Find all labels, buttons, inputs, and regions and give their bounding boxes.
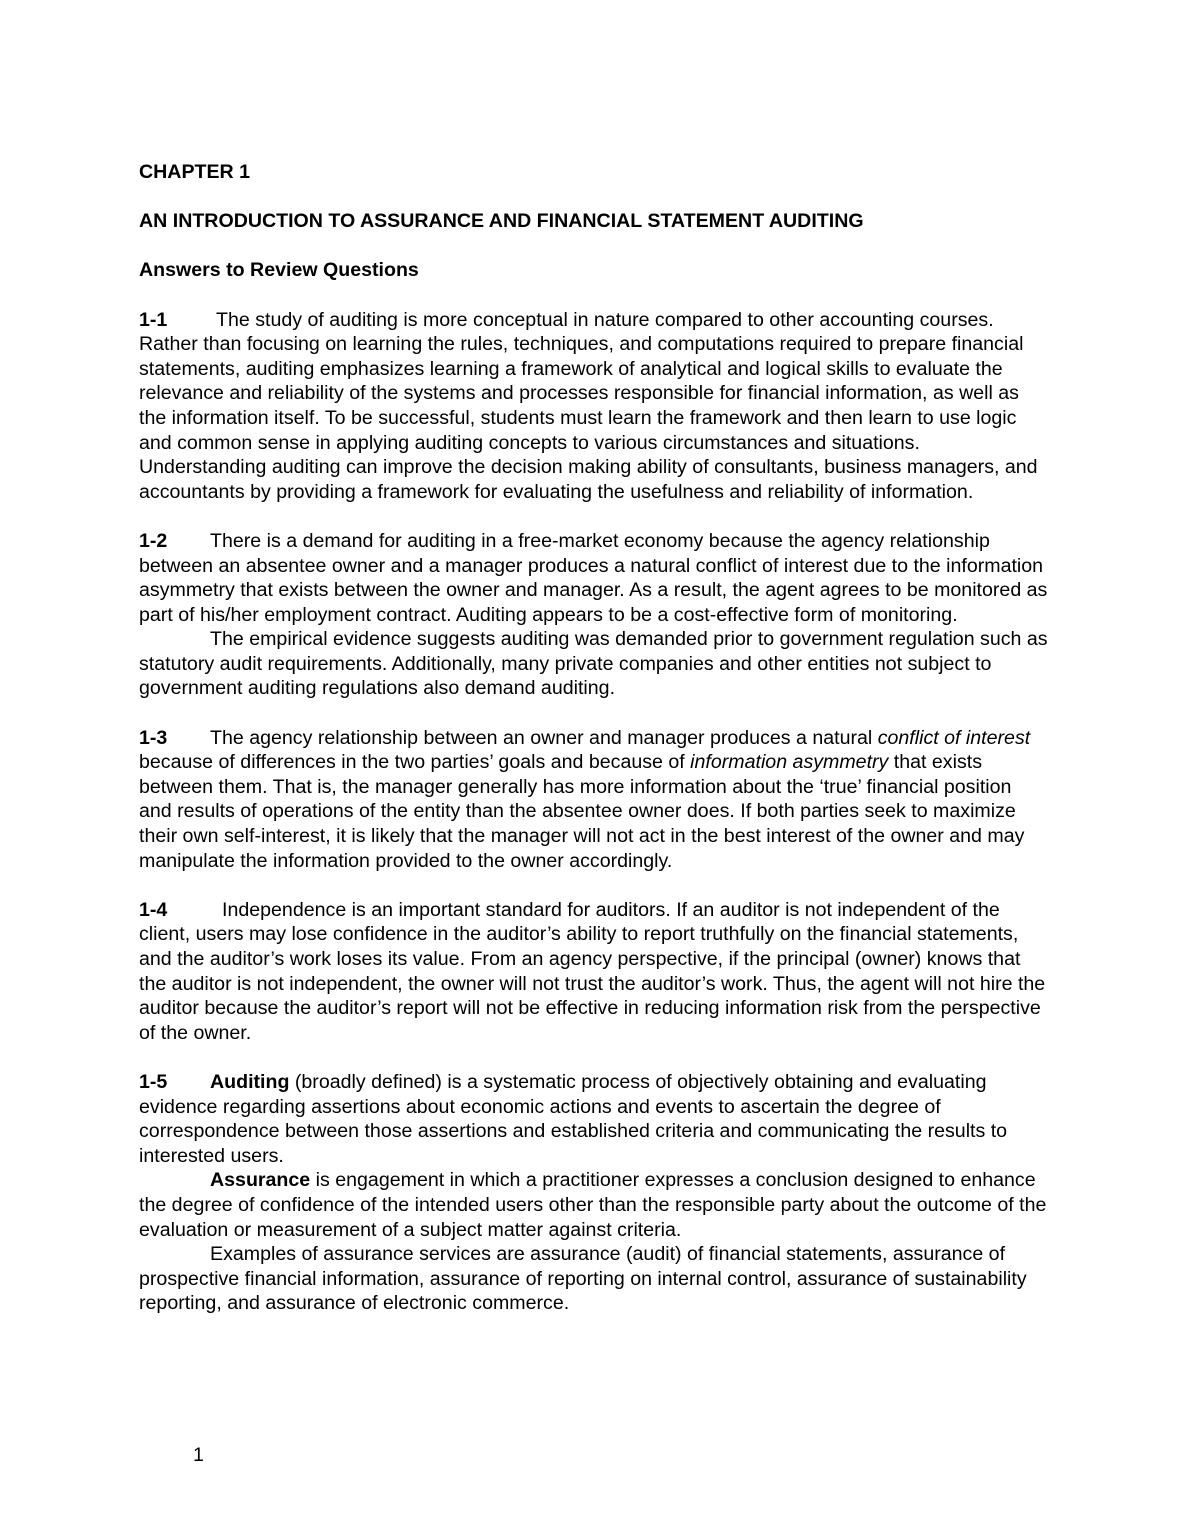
bold-term: Assurance <box>210 1169 311 1192</box>
page-number: 1 <box>193 1444 204 1466</box>
question-1-3 <box>139 726 1049 874</box>
answer-text: is engagement in which a practitioner expresses a conclusion designed to enhance the degree of confidence of the intended users other than the responsible party about the outcome of the evaluation or measurement of a subject matter against criteria. <box>139 1169 1047 1241</box>
answer-text: (broadly defined) is a systematic process of objectively obtaining and evaluating evidence regarding assertions about economic actions and events to ascertain the degree of correspondence between those assertions and established criteria and communicating the results to interested users. <box>139 1070 1008 1167</box>
answer-text: that exists between them. That is, the manager generally has more information about the ‘true’ financial position and results of operations of the entity than the absentee owner does. If both parties seek to maximize their own self-interest, it is likely that the manager will not act in the best interest of the owner and may manipulate the information provided to the owner accordingly. <box>139 751 1025 872</box>
italic-term: information asymmetry <box>690 751 889 774</box>
answer-paragraph <box>139 529 1049 627</box>
answer-paragraph <box>139 308 1049 456</box>
answer-text: There is a demand for auditing in a free-market economy because the agency relationship between an absentee owner and a manager produces a natural conflict of interest due to the information asymmetry that exists between the owner and manager. As a result, the agent agrees to be monitored as part of his/her employment contract. Auditing appears to be a cost-effective form of monitoring. <box>139 529 1048 626</box>
answer-paragraph <box>139 898 1049 1046</box>
question-1-5 <box>139 1070 1049 1316</box>
answer-text: The study of auditing is more conceptual in nature compared to other accounting courses. Rather than focusing on learning the rules, techniques, and computations required to prepare financial statements, auditing emphasizes learning a framework of analytical and logical skills to evaluate the relevance and reliability of the systems and processes responsible for financial information, as well as the information itself. To be successful, students must learn the framework and then learn to use logic and common sense in applying auditing concepts to various circumstances and situations. <box>139 308 1024 454</box>
question-number: 1-4 <box>139 898 168 921</box>
answer-text: because of differences in the two parties’ goals and because of <box>139 751 691 774</box>
question-1-1 <box>139 308 1049 505</box>
question-number: 1-2 <box>139 529 168 552</box>
answer-paragraph <box>139 1168 1049 1242</box>
answer-paragraph: Examples of assurance services are assurance (audit) of financial statements, assurance of prospective financial information, assurance of reporting on internal control, assurance of sustainability reporting, and assurance of electronic commerce. <box>139 1243 1027 1315</box>
answer-paragraph: Understanding auditing can improve the decision making ability of consultants, business managers, and accountants by providing a framework for evaluating the usefulness and reliability of information. <box>139 456 1038 503</box>
bold-term: Auditing <box>210 1070 290 1093</box>
chapter-label: CHAPTER 1 <box>139 161 251 183</box>
question-number: 1-3 <box>139 726 168 749</box>
question-number: 1-5 <box>139 1070 168 1093</box>
answer-text: The agency relationship between an owner and manager produces a natural <box>210 726 878 749</box>
question-1-2 <box>139 529 1049 701</box>
question-1-4 <box>139 898 1049 1046</box>
page-content <box>139 160 1049 1341</box>
answer-paragraph <box>139 1070 1049 1168</box>
section-heading: Answers to Review Questions <box>139 259 419 282</box>
answer-paragraph: The empirical evidence suggests auditing was demanded prior to government regulation such as statutory audit requirements. Additionally, many private companies and other entities not subject to government auditing regulations also demand auditing. <box>139 628 1048 700</box>
answer-paragraph <box>139 726 1049 874</box>
question-number: 1-1 <box>139 308 168 331</box>
italic-term: conflict of interest <box>877 726 1031 749</box>
answer-text: Independence is an important standard for auditors. If an auditor is not independent of the client, users may lose confidence in the auditor’s ability to report truthfully on the financial statements, and the auditor’s work loses its value. From an agency perspective, if the principal (owner) knows that the auditor is not independent, the owner will not trust the auditor’s work. Thus, the agent will not hire the auditor because the auditor’s report will not be effective in reducing information risk from the perspective of the owner. <box>139 898 1046 1044</box>
chapter-title: AN INTRODUCTION TO ASSURANCE AND FINANCIAL STATEMENT AUDITING <box>139 210 864 233</box>
